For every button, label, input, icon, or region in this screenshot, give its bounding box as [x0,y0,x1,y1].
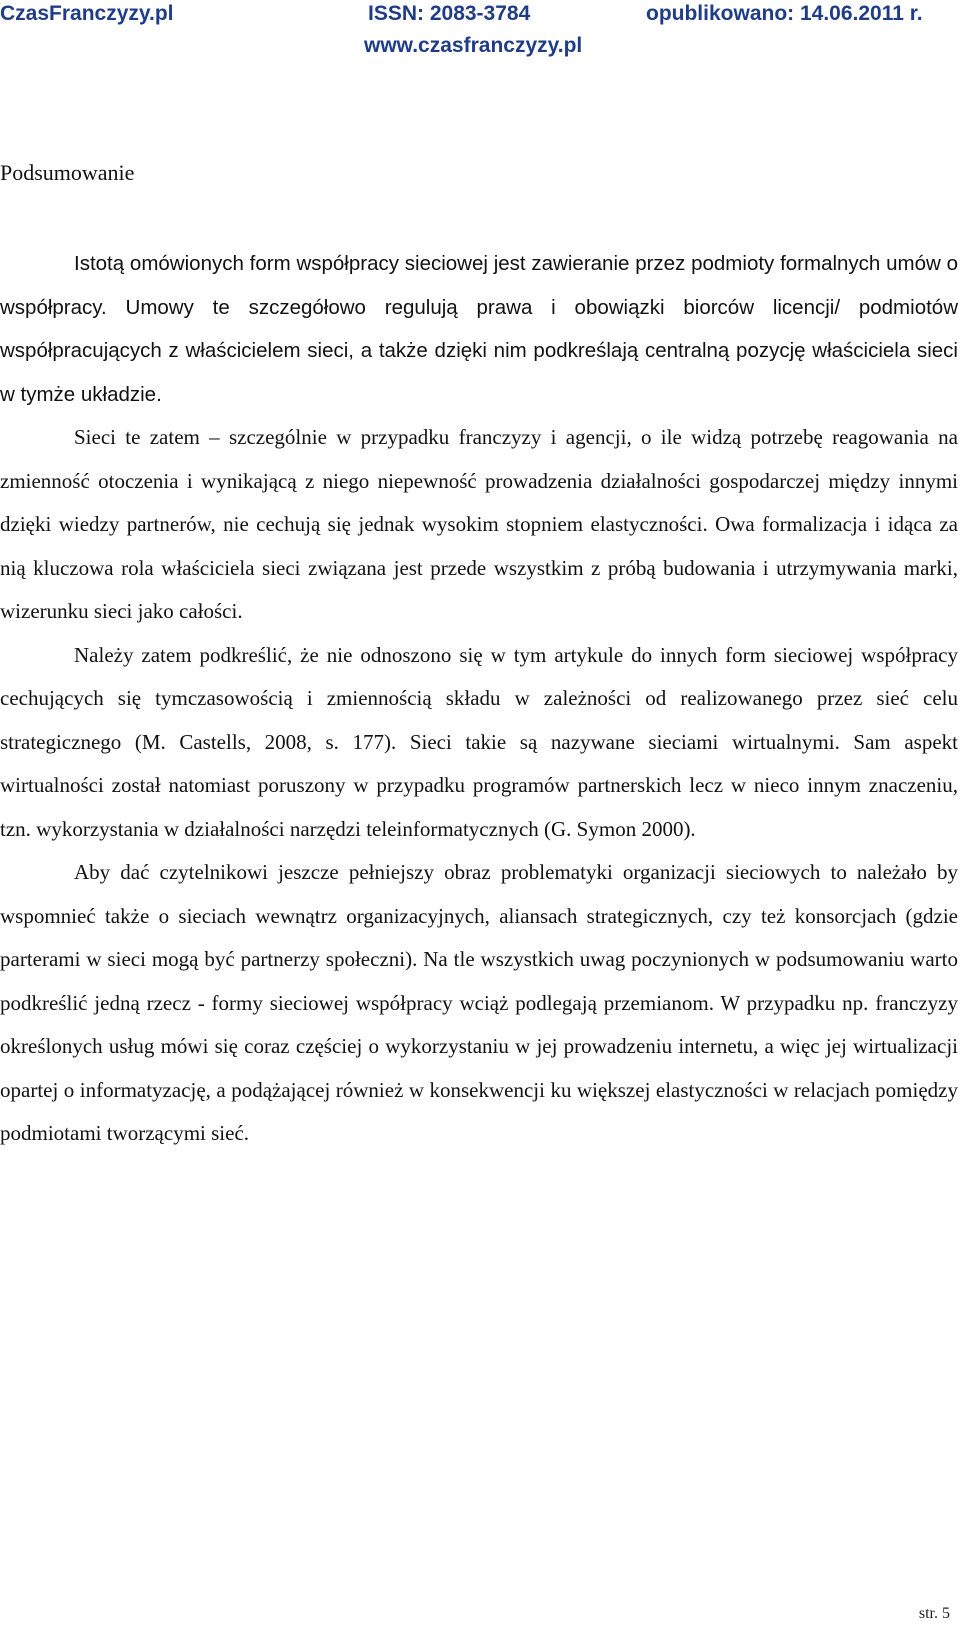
paragraph-2: Sieci te zatem – szczególnie w przypadku franczyzy i agencji, o ile widzą potrzebę reagowania na zmienność otoczenia i wynikającą z niego niepewność prowadzenia działalności gospodarczej między innymi dzięki wiedzy partnerów, nie cechują się jednak wysokim stopniem elastyczności. Owa formalizacja i idąca za nią kluczowa rola właściciela sieci związana jest przede wszystkim z próbą budowania i utrzymywania marki, wizerunku sieci jako całości. [0,425,958,623]
site-name: CzasFranczyzy.pl [0,2,174,25]
page-number: str. 5 [918,1605,950,1622]
issn-label: ISSN: 2083-3784 [368,2,531,25]
page-header [0,0,960,57]
paragraph-1: Istotą omówionych form współpracy sieciowej jest zawieranie przez podmioty formalnych umów o współpracy. Umowy te szczegółowo regulują prawa i obowiązki biorców licencji/ podmiotów współpracujących z właścicielem sieci, a także dzięki nim podkreślają centralną pozycję właściciela sieci w tymże układzie. [0,252,958,406]
paragraph-3: Należy zatem podkreślić, że nie odnoszono się w tym artykule do innych form sieciowej współpracy cechujących się tymczasowością i zmiennością składu w zależności od realizowanego przez sieć celu strategicznego (M. Castells, 2008, s. 177). Sieci takie są nazywane sieciami wirtualnymi. Sam aspekt wirtualności został natomiast poruszony w przypadku programów partnerskich lecz w nieco innym znaczeniu, tzn. wykorzystania w działalności narzędzi teleinformatycznych (G. Symon 2000). [0,642,958,841]
paragraph-4: Aby dać czytelnikowi jeszcze pełniejszy obraz problematyki organizacji sieciowych to należało by wspomnieć także o sieciach wewnątrz organizacyjnych, aliansach strategicznych, czy też konsorcjach (gdzie parterami w sieci mogą być partnerzy społeczni). Na tle wszystkich uwag poczynionych w podsumowaniu warto podkreślić jedną rzecz - formy sieciowej współpracy wciąż podlegają przemianom. W przypadku np. franczyzy określonych usług mówi się coraz częściej o wykorzystaniu w jej prowadzeniu internetu, a więc jej wirtualizacji opartej o informatyzację, a podążającej również w konsekwencji ku większej elastyczności w relacjach pomiędzy podmiotami tworzącymi sieć. [0,860,958,1145]
header-row [0,0,960,28]
site-url[interactable]: www.czasfranczyzy.pl [364,34,583,57]
publication-date: opublikowano: 14.06.2011 r. [646,2,923,25]
section-title: Podsumowanie [0,160,135,185]
article-body [0,242,958,1156]
